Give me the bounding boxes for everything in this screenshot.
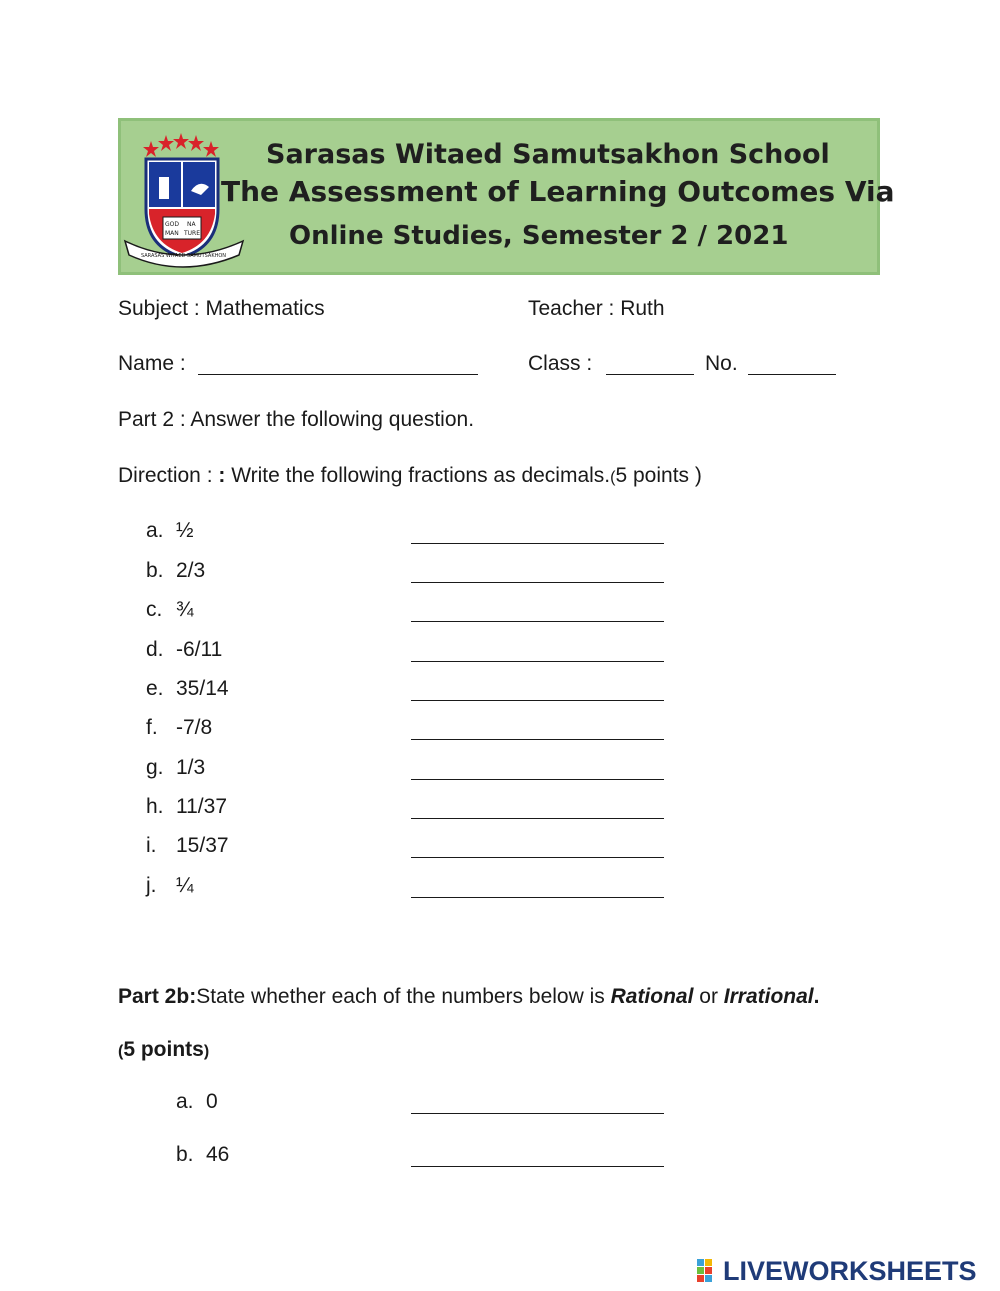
item-g-letter: g. (146, 756, 164, 779)
answer-c-field[interactable] (411, 621, 664, 622)
part2-title: Part 2 : Answer the following question. (118, 408, 475, 431)
part2b-points-open: ( (118, 1043, 124, 1060)
direction-prefix: Direction : (118, 464, 219, 487)
name-label: Name : (118, 352, 186, 375)
subject-label: Subject : Mathematics (118, 297, 325, 320)
crest-text-na: NA (187, 221, 196, 228)
school-name: Sarasas Witaed Samutsakhon School (266, 139, 830, 170)
teacher-label: Teacher : Ruth (528, 297, 665, 320)
item-e-value: 35/14 (176, 677, 229, 700)
item-h-value: 11/37 (176, 795, 227, 818)
part2b-label: Part 2b: (118, 985, 197, 1008)
answer-j-field[interactable] (411, 897, 664, 898)
item-j-value: ¼ (176, 874, 194, 897)
part2b-points-close: ) (203, 1043, 210, 1060)
number-field[interactable] (748, 374, 836, 375)
item-b-letter: b. (146, 559, 164, 582)
item-a-letter: a. (146, 519, 164, 542)
or-word: or (693, 985, 724, 1008)
points-text: 5 points ) (615, 464, 702, 487)
item-a-value: ½ (176, 519, 194, 542)
item-g-value: 1/3 (176, 756, 206, 779)
item-c-letter: c. (146, 598, 163, 621)
part2b-period: . (813, 985, 820, 1008)
answer-g-field[interactable] (411, 779, 664, 780)
answer-i-field[interactable] (411, 857, 664, 858)
item-e-letter: e. (146, 677, 164, 700)
answer-b-field[interactable] (411, 582, 664, 583)
answer-h-field[interactable] (411, 818, 664, 819)
stars (143, 133, 219, 157)
crest-text-ture: TURE (184, 230, 201, 237)
assessment-title: The Assessment of Learning Outcomes Via (221, 175, 895, 208)
item-i-letter: i. (146, 834, 157, 857)
item-f-letter: f. (146, 716, 158, 739)
item-d-value: -6/11 (176, 638, 223, 661)
name-field[interactable] (198, 374, 478, 375)
class-label: Class : (528, 352, 593, 375)
item-i-value: 15/37 (176, 834, 229, 857)
answer-a-field[interactable] (411, 543, 664, 544)
semester-title: Online Studies, Semester 2 / 2021 (289, 221, 789, 251)
header-banner (118, 118, 895, 275)
item-h-letter: h. (146, 795, 164, 818)
crest-ribbon-text: SARASAS WITAED SAMUTSAKHON (141, 253, 227, 259)
answer-f-field[interactable] (411, 739, 664, 740)
liveworksheets-wordmark: LIVEWORKSHEETS (723, 1256, 977, 1286)
direction-text: Write the following fractions as decimals. (225, 464, 611, 487)
item-d-letter: d. (146, 638, 164, 661)
no-label: No. (705, 352, 738, 375)
item-f-value: -7/8 (176, 716, 213, 739)
rational-word: Rational (610, 985, 694, 1008)
class-field[interactable] (606, 374, 694, 375)
item-j-letter: j. (146, 874, 157, 897)
points-open: ( (610, 469, 616, 486)
crest-text-god: GOD (165, 221, 179, 228)
irrational-word: Irrational (723, 985, 814, 1008)
crest-text-man: MAN (165, 230, 179, 237)
part2b-text: State whether each of the numbers below is (196, 985, 611, 1008)
item2b-a-value: 0 (206, 1090, 218, 1113)
item-b-value: 2/3 (176, 559, 206, 582)
liveworksheets-logo (697, 1256, 997, 1286)
part2b-points-text: 5 points (123, 1038, 204, 1061)
item2b-a-letter: a. (176, 1090, 194, 1113)
answer2b-a-field[interactable] (411, 1113, 664, 1114)
direction-colon: : (218, 464, 226, 487)
part2b-points (118, 1038, 209, 1062)
item2b-b-value: 46 (206, 1143, 230, 1166)
answer-d-field[interactable] (411, 661, 664, 662)
item-c-value: ¾ (176, 598, 194, 621)
item2b-b-letter: b. (176, 1143, 194, 1166)
answer2b-b-field[interactable] (411, 1166, 664, 1167)
part2b-instruction (118, 985, 819, 1009)
answer-e-field[interactable] (411, 700, 664, 701)
part2-direction (118, 464, 702, 488)
liveworksheets-icon (697, 1257, 721, 1285)
